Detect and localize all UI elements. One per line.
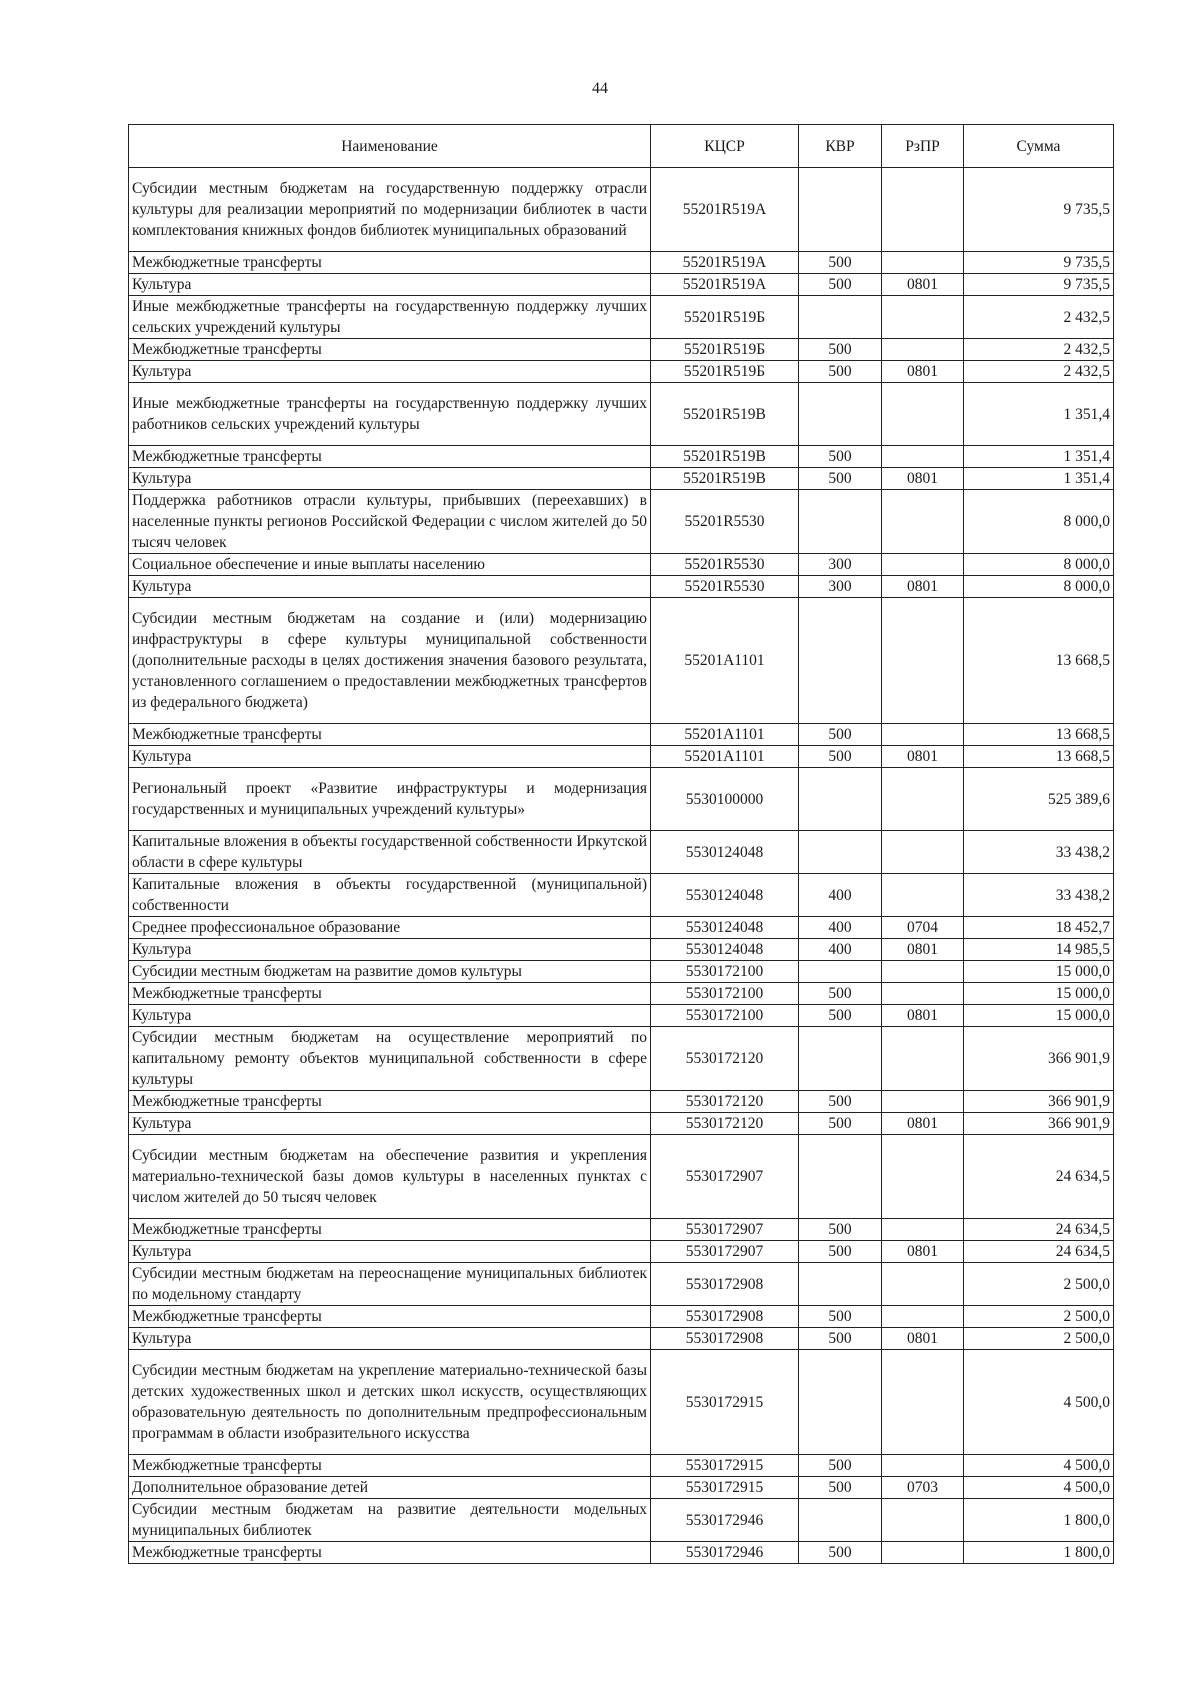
row-rzpr — [882, 1306, 964, 1328]
row-rzpr: 0801 — [882, 1328, 964, 1350]
table-row — [129, 383, 1114, 446]
row-sum: 13 668,5 — [964, 598, 1114, 724]
header-kvr: КВР — [799, 125, 882, 168]
row-rzpr — [882, 598, 964, 724]
row-name: Субсидии местным бюджетам на укрепление материально-технической базы детских художественных школ и детских школ искусств, осуществляющих образовательную деятельность по дополнительным предпрофессиональным программам в области изобразительного искусства — [129, 1350, 651, 1455]
row-kvr: 500 — [799, 1219, 882, 1241]
row-sum: 8 000,0 — [964, 490, 1114, 554]
row-rzpr — [882, 1027, 964, 1091]
row-sum: 2 500,0 — [964, 1328, 1114, 1350]
row-kcsr: 55201R519А — [651, 168, 799, 252]
row-kcsr: 5530124048 — [651, 874, 799, 917]
table-row — [129, 598, 1114, 724]
row-kvr: 500 — [799, 724, 882, 746]
row-sum: 4 500,0 — [964, 1477, 1114, 1499]
row-kvr: 400 — [799, 917, 882, 939]
row-kcsr: 55201R519А — [651, 274, 799, 296]
row-sum: 24 634,5 — [964, 1241, 1114, 1263]
row-kcsr: 55201R519В — [651, 446, 799, 468]
row-kcsr: 55201А1101 — [651, 746, 799, 768]
row-name: Субсидии местным бюджетам на переоснащение муниципальных библиотек по модельному стандарту — [129, 1263, 651, 1306]
row-rzpr — [882, 768, 964, 831]
row-name: Межбюджетные трансферты — [129, 446, 651, 468]
row-rzpr: 0801 — [882, 468, 964, 490]
row-rzpr — [882, 724, 964, 746]
table-body — [129, 168, 1114, 1564]
row-kcsr: 55201R5530 — [651, 490, 799, 554]
row-rzpr — [882, 1263, 964, 1306]
table-row — [129, 1135, 1114, 1219]
row-kvr — [799, 1499, 882, 1542]
table-row — [129, 274, 1114, 296]
row-kvr: 500 — [799, 1091, 882, 1113]
table-row — [129, 1241, 1114, 1263]
row-sum: 366 901,9 — [964, 1091, 1114, 1113]
row-sum: 15 000,0 — [964, 983, 1114, 1005]
row-kcsr: 55201А1101 — [651, 598, 799, 724]
row-kcsr: 55201R5530 — [651, 554, 799, 576]
row-kcsr: 5530172907 — [651, 1219, 799, 1241]
row-name: Субсидии местным бюджетам на государственную поддержку отрасли культуры для реализации мероприятий по модернизации библиотек в части комплектования книжных фондов библиотек муниципальных образований — [129, 168, 651, 252]
row-sum: 2 432,5 — [964, 361, 1114, 383]
row-kvr — [799, 598, 882, 724]
row-name: Межбюджетные трансферты — [129, 983, 651, 1005]
row-kvr: 500 — [799, 361, 882, 383]
row-sum: 18 452,7 — [964, 917, 1114, 939]
row-name: Межбюджетные трансферты — [129, 1455, 651, 1477]
row-kvr: 500 — [799, 983, 882, 1005]
table-row — [129, 446, 1114, 468]
row-kvr: 300 — [799, 554, 882, 576]
row-rzpr — [882, 1091, 964, 1113]
row-name: Субсидии местным бюджетам на создание и (или) модернизацию инфраструктуры в сфере культуры муниципальной собственности (дополнительные расходы в целях достижения значения базового результата, установленного соглашением о предоставлении межбюджетных трансфертов из федерального бюджета) — [129, 598, 651, 724]
row-kcsr: 55201R519Б — [651, 339, 799, 361]
budget-table — [128, 124, 1114, 1564]
row-kcsr: 5530172915 — [651, 1350, 799, 1455]
row-rzpr — [882, 1455, 964, 1477]
row-kcsr: 5530172908 — [651, 1263, 799, 1306]
table-row — [129, 296, 1114, 339]
row-kvr — [799, 296, 882, 339]
row-kcsr: 55201R519В — [651, 468, 799, 490]
row-kvr: 500 — [799, 1328, 882, 1350]
row-sum: 2 432,5 — [964, 296, 1114, 339]
header-kcsr: КЦСР — [651, 125, 799, 168]
row-kcsr: 5530124048 — [651, 939, 799, 961]
row-name: Иные межбюджетные трансферты на государственную поддержку лучших сельских учреждений культуры — [129, 296, 651, 339]
row-sum: 8 000,0 — [964, 554, 1114, 576]
row-name: Капитальные вложения в объекты государственной (муниципальной) собственности — [129, 874, 651, 917]
row-sum: 9 735,5 — [964, 168, 1114, 252]
row-rzpr — [882, 874, 964, 917]
row-kcsr: 5530172946 — [651, 1499, 799, 1542]
row-kvr: 500 — [799, 1542, 882, 1564]
table-row — [129, 961, 1114, 983]
header-sum: Сумма — [964, 125, 1114, 168]
row-rzpr: 0801 — [882, 361, 964, 383]
row-kcsr: 5530100000 — [651, 768, 799, 831]
table-row — [129, 746, 1114, 768]
table-row — [129, 1091, 1114, 1113]
table-row — [129, 1350, 1114, 1455]
row-sum: 2 500,0 — [964, 1263, 1114, 1306]
row-kcsr: 55201R519А — [651, 252, 799, 274]
row-sum: 525 389,6 — [964, 768, 1114, 831]
row-kcsr: 5530172908 — [651, 1306, 799, 1328]
row-rzpr: 0801 — [882, 576, 964, 598]
row-name: Межбюджетные трансферты — [129, 1542, 651, 1564]
table-row — [129, 1219, 1114, 1241]
row-kcsr: 5530172907 — [651, 1135, 799, 1219]
row-kvr — [799, 1350, 882, 1455]
row-name: Социальное обеспечение и иные выплаты населению — [129, 554, 651, 576]
row-sum: 366 901,9 — [964, 1113, 1114, 1135]
table-row — [129, 1499, 1114, 1542]
row-rzpr — [882, 1219, 964, 1241]
table-row — [129, 724, 1114, 746]
row-rzpr — [882, 446, 964, 468]
row-rzpr — [882, 252, 964, 274]
row-kvr — [799, 1263, 882, 1306]
table-row — [129, 1027, 1114, 1091]
row-rzpr — [882, 490, 964, 554]
row-name: Культура — [129, 1328, 651, 1350]
row-name: Субсидии местным бюджетам на развитие деятельности модельных муниципальных библиотек — [129, 1499, 651, 1542]
table-row — [129, 1113, 1114, 1135]
row-rzpr: 0801 — [882, 1113, 964, 1135]
row-rzpr: 0704 — [882, 917, 964, 939]
row-rzpr — [882, 961, 964, 983]
row-rzpr — [882, 168, 964, 252]
row-rzpr — [882, 1350, 964, 1455]
row-name: Культура — [129, 468, 651, 490]
row-sum: 13 668,5 — [964, 746, 1114, 768]
row-name: Дополнительное образование детей — [129, 1477, 651, 1499]
row-kcsr: 5530124048 — [651, 831, 799, 874]
row-sum: 8 000,0 — [964, 576, 1114, 598]
row-rzpr — [882, 831, 964, 874]
table-row — [129, 831, 1114, 874]
row-sum: 33 438,2 — [964, 874, 1114, 917]
row-name: Культура — [129, 1241, 651, 1263]
row-rzpr — [882, 296, 964, 339]
row-name: Межбюджетные трансферты — [129, 252, 651, 274]
row-name: Субсидии местным бюджетам на развитие домов культуры — [129, 961, 651, 983]
row-sum: 4 500,0 — [964, 1350, 1114, 1455]
row-kcsr: 5530172908 — [651, 1328, 799, 1350]
table-row — [129, 490, 1114, 554]
row-kvr: 500 — [799, 274, 882, 296]
header-name: Наименование — [129, 125, 651, 168]
table-row — [129, 1005, 1114, 1027]
row-sum: 9 735,5 — [964, 252, 1114, 274]
row-name: Иные межбюджетные трансферты на государственную поддержку лучших работников сельских учреждений культуры — [129, 383, 651, 446]
row-sum: 2 500,0 — [964, 1306, 1114, 1328]
row-name: Культура — [129, 361, 651, 383]
row-kcsr: 5530172120 — [651, 1113, 799, 1135]
row-name: Культура — [129, 939, 651, 961]
row-kcsr: 5530172100 — [651, 1005, 799, 1027]
row-name: Культура — [129, 1113, 651, 1135]
row-name: Субсидии местным бюджетам на осуществление мероприятий по капитальному ремонту объектов муниципальной собственности в сфере культуры — [129, 1027, 651, 1091]
table-row — [129, 1542, 1114, 1564]
row-kvr — [799, 168, 882, 252]
row-kcsr: 5530172915 — [651, 1455, 799, 1477]
table-row — [129, 1477, 1114, 1499]
row-sum: 1 351,4 — [964, 446, 1114, 468]
row-kvr: 500 — [799, 468, 882, 490]
row-sum: 15 000,0 — [964, 1005, 1114, 1027]
table-row — [129, 1455, 1114, 1477]
row-kvr: 400 — [799, 874, 882, 917]
row-name: Среднее профессиональное образование — [129, 917, 651, 939]
row-name: Культура — [129, 1005, 651, 1027]
row-kvr: 500 — [799, 1113, 882, 1135]
table-row — [129, 1328, 1114, 1350]
row-sum: 24 634,5 — [964, 1219, 1114, 1241]
row-kvr: 500 — [799, 339, 882, 361]
table-row — [129, 768, 1114, 831]
row-kvr: 500 — [799, 252, 882, 274]
table-row — [129, 1263, 1114, 1306]
row-name: Межбюджетные трансферты — [129, 1091, 651, 1113]
table-row — [129, 339, 1114, 361]
row-rzpr — [882, 1542, 964, 1564]
row-sum: 14 985,5 — [964, 939, 1114, 961]
row-rzpr — [882, 554, 964, 576]
row-sum: 24 634,5 — [964, 1135, 1114, 1219]
row-sum: 9 735,5 — [964, 274, 1114, 296]
row-kvr: 300 — [799, 576, 882, 598]
row-name: Региональный проект «Развитие инфраструктуры и модернизация государственных и муниципальных учреждений культуры» — [129, 768, 651, 831]
row-sum: 1 800,0 — [964, 1499, 1114, 1542]
row-kvr: 500 — [799, 746, 882, 768]
row-kvr: 500 — [799, 446, 882, 468]
row-rzpr — [882, 383, 964, 446]
row-kvr — [799, 831, 882, 874]
row-rzpr: 0703 — [882, 1477, 964, 1499]
row-kvr: 500 — [799, 1306, 882, 1328]
row-kvr: 400 — [799, 939, 882, 961]
table-row — [129, 917, 1114, 939]
table-row — [129, 168, 1114, 252]
row-sum: 2 432,5 — [964, 339, 1114, 361]
row-sum: 366 901,9 — [964, 1027, 1114, 1091]
row-kcsr: 55201R519Б — [651, 361, 799, 383]
row-kvr — [799, 768, 882, 831]
row-kvr: 500 — [799, 1477, 882, 1499]
row-name: Субсидии местным бюджетам на обеспечение развития и укрепления материально-технической базы домов культуры в населенных пунктах с числом жителей до 50 тысяч человек — [129, 1135, 651, 1219]
row-name: Культура — [129, 274, 651, 296]
row-kcsr: 5530172915 — [651, 1477, 799, 1499]
table-row — [129, 939, 1114, 961]
row-kvr — [799, 490, 882, 554]
row-kvr — [799, 1027, 882, 1091]
row-kcsr: 5530172946 — [651, 1542, 799, 1564]
row-sum: 1 800,0 — [964, 1542, 1114, 1564]
row-kcsr: 55201R5530 — [651, 576, 799, 598]
row-kvr — [799, 383, 882, 446]
row-kcsr: 55201R519Б — [651, 296, 799, 339]
row-kcsr: 55201А1101 — [651, 724, 799, 746]
table-row — [129, 1306, 1114, 1328]
row-kcsr: 5530172907 — [651, 1241, 799, 1263]
row-name: Межбюджетные трансферты — [129, 1306, 651, 1328]
row-kcsr: 5530172120 — [651, 1091, 799, 1113]
row-kcsr: 5530124048 — [651, 917, 799, 939]
row-kvr — [799, 1135, 882, 1219]
row-rzpr — [882, 983, 964, 1005]
row-name: Культура — [129, 746, 651, 768]
row-sum: 4 500,0 — [964, 1455, 1114, 1477]
row-kvr: 500 — [799, 1455, 882, 1477]
row-kvr — [799, 961, 882, 983]
row-name: Капитальные вложения в объекты государственной собственности Иркутской области в сфере культуры — [129, 831, 651, 874]
row-kcsr: 55201R519В — [651, 383, 799, 446]
row-name: Культура — [129, 576, 651, 598]
row-kvr: 500 — [799, 1005, 882, 1027]
row-kcsr: 5530172120 — [651, 1027, 799, 1091]
row-sum: 33 438,2 — [964, 831, 1114, 874]
table-row — [129, 874, 1114, 917]
row-name: Межбюджетные трансферты — [129, 339, 651, 361]
row-kcsr: 5530172100 — [651, 983, 799, 1005]
row-rzpr: 0801 — [882, 746, 964, 768]
page-number: 44 — [592, 80, 608, 97]
table-row — [129, 468, 1114, 490]
row-name: Поддержка работников отрасли культуры, прибывших (переехавших) в населенные пункты регионов Российской Федерации с числом жителей до 50 тысяч человек — [129, 490, 651, 554]
table-row — [129, 252, 1114, 274]
row-rzpr — [882, 1135, 964, 1219]
table-row — [129, 983, 1114, 1005]
row-sum: 15 000,0 — [964, 961, 1114, 983]
table-row — [129, 361, 1114, 383]
row-sum: 1 351,4 — [964, 468, 1114, 490]
table-header-row — [129, 125, 1114, 168]
row-rzpr: 0801 — [882, 1005, 964, 1027]
table-row — [129, 576, 1114, 598]
row-sum: 1 351,4 — [964, 383, 1114, 446]
row-sum: 13 668,5 — [964, 724, 1114, 746]
row-rzpr: 0801 — [882, 939, 964, 961]
row-rzpr: 0801 — [882, 274, 964, 296]
table-row — [129, 554, 1114, 576]
row-rzpr — [882, 1499, 964, 1542]
row-name: Межбюджетные трансферты — [129, 1219, 651, 1241]
row-name: Межбюджетные трансферты — [129, 724, 651, 746]
row-kcsr: 5530172100 — [651, 961, 799, 983]
row-rzpr: 0801 — [882, 1241, 964, 1263]
row-kvr: 500 — [799, 1241, 882, 1263]
row-rzpr — [882, 339, 964, 361]
header-rzpr: РзПР — [882, 125, 964, 168]
